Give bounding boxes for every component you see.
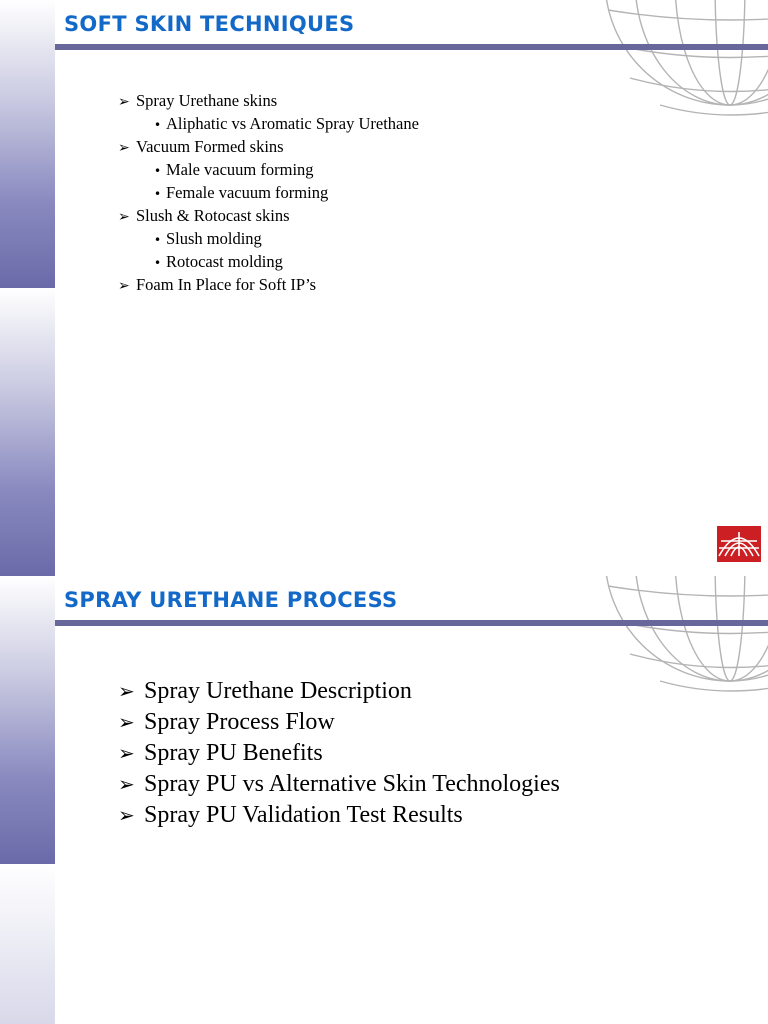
page-title: SOFT SKIN TECHNIQUES — [64, 12, 355, 36]
arrow-bullet-icon: ➢ — [118, 209, 130, 225]
list-item-text: Male vacuum forming — [166, 160, 314, 179]
list-item-text: Slush molding — [166, 229, 262, 248]
list-item-text: Spray PU vs Alternative Skin Technologies — [144, 771, 560, 797]
list-item-text: Spray Urethane Description — [144, 678, 412, 704]
sidebar-gradient-lower — [0, 864, 55, 1024]
list-subitem — [118, 112, 419, 135]
sidebar-gradient — [0, 576, 55, 864]
list-item — [118, 769, 560, 800]
arrow-bullet-icon: ➢ — [118, 710, 135, 734]
list-item — [118, 273, 419, 296]
list-subitem — [118, 181, 419, 204]
arrow-bullet-icon: ➢ — [118, 803, 135, 827]
arrow-bullet-icon: ➢ — [118, 94, 130, 110]
arrow-bullet-icon: ➢ — [118, 278, 130, 294]
title-divider — [55, 44, 768, 50]
list-item — [118, 89, 419, 112]
dot-bullet-icon: • — [154, 164, 162, 178]
list-item-text: Spray PU Benefits — [144, 740, 323, 766]
globe-graphic-icon — [600, 0, 768, 125]
title-divider — [55, 620, 768, 626]
list-item — [118, 738, 560, 769]
sidebar-gradient — [0, 0, 55, 288]
list-subitem — [118, 250, 419, 273]
arrow-bullet-icon: ➢ — [118, 772, 135, 796]
list-item — [118, 800, 560, 831]
list-item-text: Slush & Rotocast skins — [136, 206, 290, 225]
sidebar-gradient-lower — [0, 288, 55, 576]
dot-bullet-icon: • — [154, 118, 162, 132]
list-item-text: Spray Process Flow — [144, 709, 335, 735]
arrow-bullet-icon: ➢ — [118, 679, 135, 703]
list-item-text: Spray PU Validation Test Results — [144, 802, 463, 828]
list-subitem — [118, 158, 419, 181]
list-item-text: Spray Urethane skins — [136, 91, 278, 110]
dot-bullet-icon: • — [154, 233, 162, 247]
arrow-bullet-icon: ➢ — [118, 741, 135, 765]
dot-bullet-icon: • — [154, 256, 162, 270]
list-item — [118, 135, 419, 158]
bullet-list — [118, 676, 560, 831]
list-item — [118, 676, 560, 707]
globe-graphic-icon — [600, 576, 768, 701]
list-item — [118, 707, 560, 738]
list-item-text: Foam In Place for Soft IP’s — [136, 275, 317, 294]
list-item — [118, 204, 419, 227]
list-item-text: Vacuum Formed skins — [136, 137, 284, 156]
list-item-text: Aliphatic vs Aromatic Spray Urethane — [166, 114, 419, 133]
dot-bullet-icon: • — [154, 187, 162, 201]
list-item-text: Rotocast molding — [166, 252, 283, 271]
page-title: SPRAY URETHANE PROCESS — [64, 588, 398, 612]
company-globe-logo-icon — [717, 526, 761, 562]
arrow-bullet-icon: ➢ — [118, 140, 130, 156]
bullet-list — [118, 89, 419, 296]
list-item-text: Female vacuum forming — [166, 183, 329, 202]
list-subitem — [118, 227, 419, 250]
